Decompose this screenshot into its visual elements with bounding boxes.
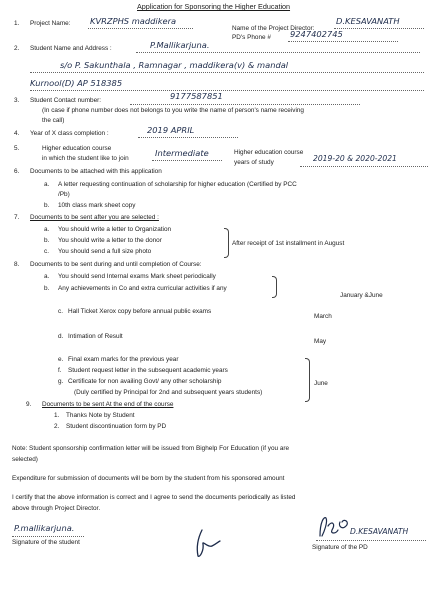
course-label-2: in which the student like to join [42, 155, 129, 162]
project-director-value[interactable]: D.KESAVANATH [336, 16, 400, 26]
certify-line2: above through Project Director. [12, 505, 101, 512]
contact-number-value[interactable]: 9177587851 [170, 91, 223, 101]
doc8-d-mark: d. [58, 333, 64, 340]
doc8-b-mark: b. [44, 285, 50, 292]
doc8-a-mark: a. [44, 273, 50, 280]
project-director-label: Name of the Project Director: [232, 25, 315, 32]
doc6-a-mark: a. [44, 181, 50, 188]
doc7-c-mark: c. [44, 248, 49, 255]
doc8-a-text: You should send Internal exams Mark sheet periodically [58, 273, 216, 280]
contact-note-line1: (In case if phone number does not belongs to you write the name of person's name receiving [42, 107, 304, 114]
field5-number: 5. [14, 145, 20, 152]
note-line1: Note: Student sponsorship confirmation letter will be issued from Bighelp For Education (if you are [12, 445, 290, 452]
field8-number: 8. [14, 261, 20, 268]
doc6-a-line1: A letter requesting continuation of scholarship for higher education (Certified by PCC [58, 181, 297, 188]
student-address-line1[interactable]: s/o P. Sakunthala , Ramnagar , maddikera(v) & mandal [60, 60, 289, 70]
doc8-f-mark: f. [58, 367, 62, 374]
doc8-efg-when: June [314, 380, 328, 387]
doc7-b-mark: b. [44, 237, 50, 244]
doc8-b-when: January &June [340, 292, 383, 299]
student-signature-label: Signature of the student [12, 539, 80, 546]
pd-phone-value[interactable]: 9247402745 [290, 29, 343, 39]
doc6-b-text: 10th class mark sheet copy [58, 202, 136, 209]
x-completion-value[interactable]: 2019 APRIL [147, 125, 195, 135]
field6-number: 6. [14, 168, 20, 175]
doc7-b-text: You should write a letter to the donor [58, 237, 162, 244]
student-signature: P.mallikarjuna. [14, 523, 75, 533]
years-value[interactable]: 2019-20 & 2020-2021 [313, 154, 397, 163]
docs-after-selected-label: Documents to be sent after you are selected : [30, 214, 159, 221]
expenditure-note: Expenditure for submission of documents will be born by the student from his sponsored amount [12, 475, 285, 482]
scribble-signature-icon [190, 528, 224, 562]
doc8-c-mark: c. [58, 308, 63, 315]
years-label-1: Higher education course [234, 149, 304, 156]
doc6-b-mark: b. [44, 202, 50, 209]
note-line2: selected) [12, 456, 38, 463]
course-label-1: Higher education course [42, 145, 112, 152]
field9-number: 9. [26, 401, 32, 408]
doc8-b-text: Any achievements in Co and extra curricular activities if any [58, 285, 227, 292]
doc8-g-note: (Duly certified by Principal for 2nd and subsequent years students) [74, 389, 263, 396]
doc6-a-line2: /Pb) [58, 191, 70, 198]
doc8-g-text: Certificate for non availing Govt/ any other scholarship [68, 378, 222, 385]
doc8-c-when: March [314, 313, 332, 320]
student-name-value[interactable]: P.Mallikarjuna. [150, 40, 210, 50]
doc9-2-mark: 2. [54, 423, 60, 430]
field3-number: 3. [14, 97, 20, 104]
doc7-c-text: You should send a full size photo [58, 248, 152, 255]
student-name-label: Student Name and Address : [30, 45, 112, 52]
doc8-f-text: Student request letter in the subsequent academic years [68, 367, 228, 374]
doc8-g-mark: g. [58, 378, 64, 385]
doc8-e-mark: e. [58, 356, 64, 363]
field2-number: 2. [14, 45, 20, 52]
years-label-2: years of study [234, 159, 274, 166]
certify-line1: I certify that the above information is correct and I agree to send the documents periodically as listed [12, 494, 296, 501]
doc7-timing-note: After receipt of 1st installment in August [232, 240, 345, 247]
pd-signature-name: D.KESAVANATH [350, 527, 409, 536]
docs-during-course-label: Documents to be sent during and until completion of Course: [30, 261, 202, 268]
field4-number: 4. [14, 130, 20, 137]
field1-number: 1. [14, 20, 20, 27]
project-name-value[interactable]: KVRZPHS maddikera [90, 16, 177, 26]
doc8-c-text: Hall Ticket Xerox copy before annual public exams [68, 308, 212, 315]
pd-phone-label: PD's Phone # [232, 34, 271, 41]
course-value[interactable]: Intermediate [155, 148, 209, 158]
x-completion-label: Year of X class completion : [30, 130, 109, 137]
doc8-e-text: Final exam marks for the previous year [68, 356, 179, 363]
contact-number-label: Student Contact number: [30, 97, 102, 104]
doc7-a-mark: a. [44, 226, 50, 233]
field7-number: 7. [14, 214, 20, 221]
doc9-1-text: Thanks Note by Student [66, 412, 135, 419]
docs-end-course-label: Documents to be sent At the end of the course [42, 401, 174, 408]
doc9-1-mark: 1. [54, 412, 60, 419]
document-title: Application for Sponsoring the Higher Education [137, 2, 291, 11]
doc9-2-text: Student discontinuation form by PD [66, 423, 167, 430]
doc8-d-text: Intimation of Result [68, 333, 123, 340]
project-name-label: Project Name: [30, 20, 71, 27]
contact-note-line2: the call) [42, 117, 65, 124]
doc8-d-when: May [314, 338, 327, 345]
student-address-line2[interactable]: Kurnool(D) AP 518385 [30, 78, 123, 88]
docs-attached-label: Documents to be attached with this application [30, 168, 162, 175]
doc7-a-text: You should write a letter to Organization [58, 226, 172, 233]
pd-signature-label: Signature of the PD [312, 544, 368, 551]
